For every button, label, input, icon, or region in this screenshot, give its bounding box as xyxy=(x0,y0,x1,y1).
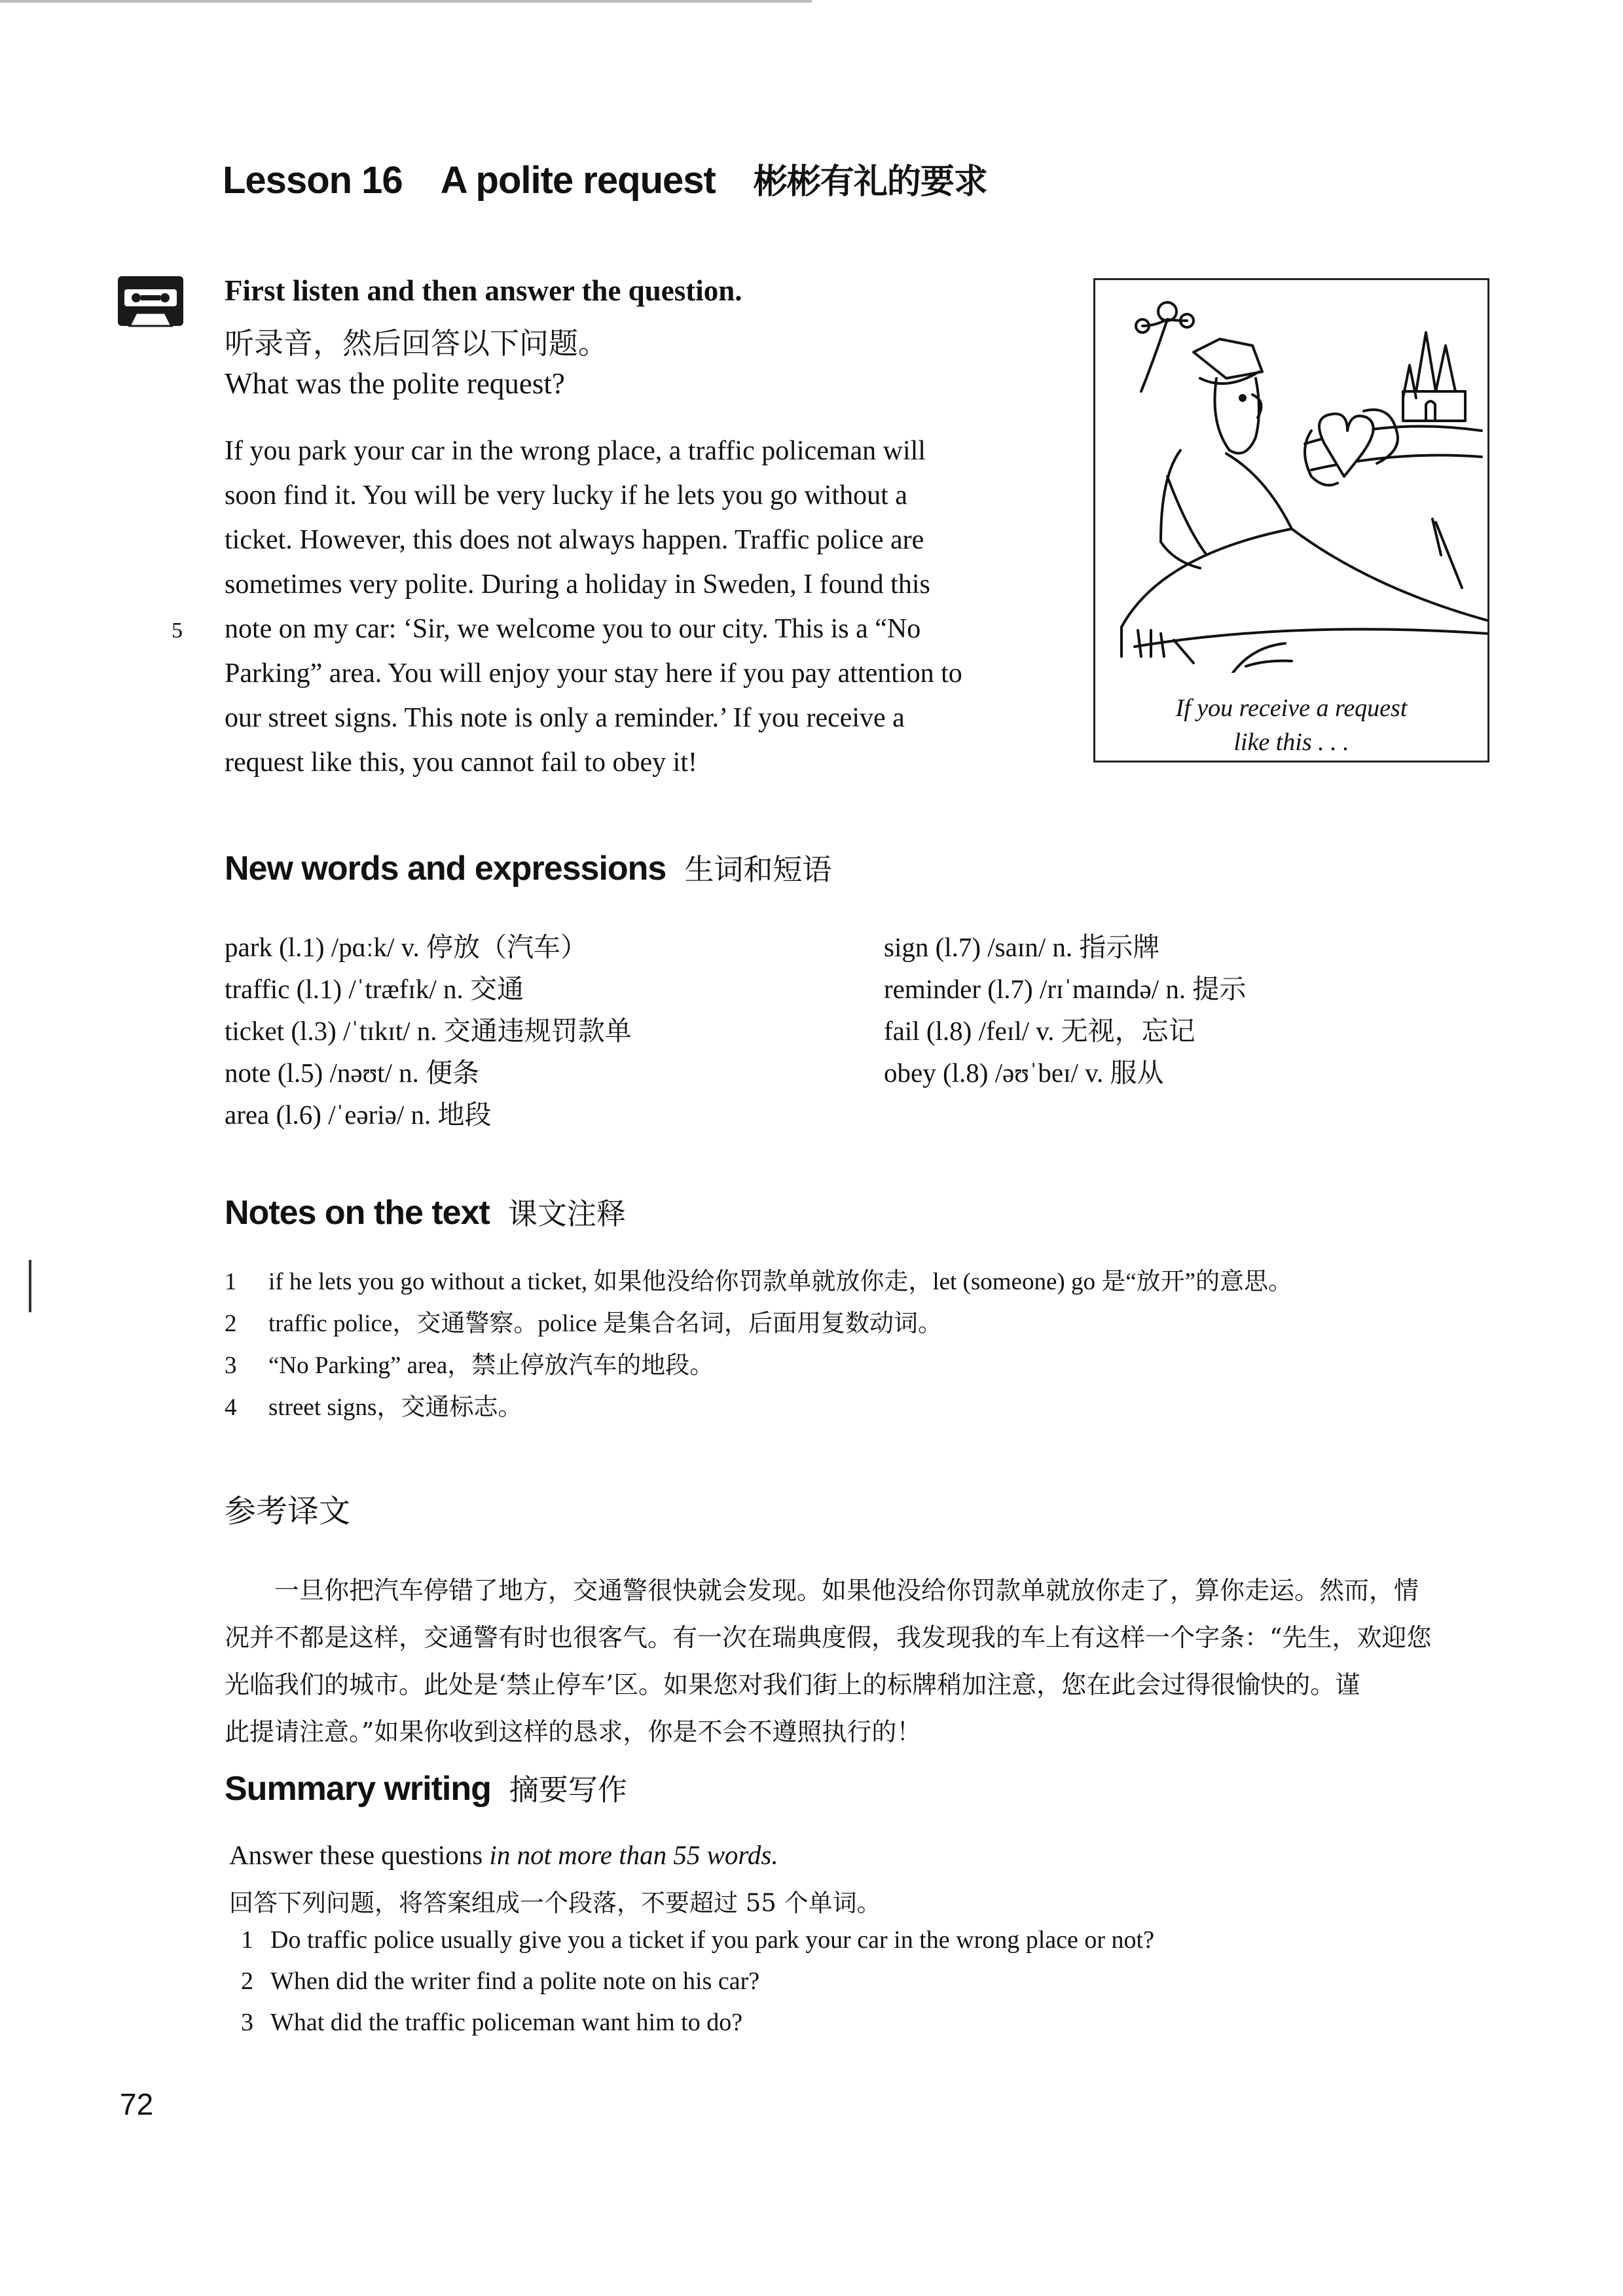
translation-line: 光临我们的城市。此处是‘禁止停车’区。如果您对我们街上的标牌稍加注意，您在此会过得很愉快的。谨 xyxy=(225,1670,1360,1699)
illustration-caption xyxy=(1095,691,1487,759)
notes-title xyxy=(225,1190,626,1232)
summary-question xyxy=(241,2008,742,2037)
note-text: “No Parking” area，禁止停放汽车的地段。 xyxy=(268,1352,714,1379)
summary-instruction-text: Answer these questions xyxy=(229,1840,490,1870)
margin-mark xyxy=(29,1260,31,1312)
summary-instruction-cn: 回答下列问题，将答案组成一个段落，不要超过 55 个单词。 xyxy=(229,1889,881,1917)
note-number: 2 xyxy=(225,1310,237,1337)
lesson-title-cn: 彬彬有礼的要求 xyxy=(753,162,987,202)
translation-title: 参考译文 xyxy=(225,1493,351,1530)
note-text: if he lets you go without a ticket, 如果他没给你罚款单就放你走，let (someone) go 是“放开”的意思。 xyxy=(268,1268,1293,1295)
passage-line: soon find it. You will be very lucky if he lets you go without a xyxy=(225,480,907,511)
summary-question xyxy=(241,1967,759,1996)
passage-line: request like this, you cannot fail to obey it! xyxy=(225,747,697,778)
vocab-item: traffic (l.1) /ˈtræfɪk/ n. 交通 xyxy=(225,974,524,1004)
lesson-number: Lesson 16 xyxy=(223,159,403,202)
page-number: 72 xyxy=(120,2087,154,2121)
vocab-item: area (l.6) /ˈeəriə/ n. 地段 xyxy=(225,1100,492,1130)
question-text: What did the traffic policeman want him to do? xyxy=(270,2009,743,2036)
top-rule xyxy=(0,0,812,3)
passage-line: note on my car: ‘Sir, we welcome you to our city. This is a “No xyxy=(225,614,921,644)
note-number: 1 xyxy=(225,1268,237,1295)
passage-line: ticket. However, this does not always happen. Traffic police are xyxy=(225,525,924,555)
line-number: 5 xyxy=(172,619,183,643)
passage-line: sometimes very polite. During a holiday in Sweden, I found this xyxy=(225,569,930,600)
translation-line: 此提请注意。”如果你收到这样的恳求，你是不会不遵照执行的！ xyxy=(225,1717,922,1746)
question-text: Do traffic police usually give you a ticket if you park your car in the wrong place or not? xyxy=(270,1926,1154,1954)
vocab-item: sign (l.7) /saɪn/ n. 指示牌 xyxy=(884,932,1160,962)
passage-line: Parking” area. You will enjoy your stay here if you pay attention to xyxy=(225,658,962,689)
note-item xyxy=(225,1261,1292,1303)
passage-line: If you park your car in the wrong place, a traffic policeman will xyxy=(225,436,926,466)
caption-line: like this . . . xyxy=(1233,728,1349,756)
illustration-box xyxy=(1093,278,1489,762)
question-number: 3 xyxy=(241,2009,253,2036)
question-text: When did the writer find a polite note on his car? xyxy=(270,1967,760,1995)
summary-title-en: Summary writing xyxy=(225,1770,491,1808)
notes-title-cn: 课文注释 xyxy=(507,1196,626,1231)
listen-heading-cn: 听录音，然后回答以下问题。 xyxy=(225,326,608,361)
note-text: street signs，交通标志。 xyxy=(268,1394,522,1421)
cassette-icon xyxy=(117,275,185,327)
listen-heading: First listen and then answer the question. xyxy=(225,274,742,307)
passage-line: our street signs. This note is only a reminder.’ If you receive a xyxy=(225,703,905,733)
note-number: 4 xyxy=(225,1394,237,1421)
note-text: traffic police，交通警察。police 是集合名词，后面用复数动词。 xyxy=(268,1310,943,1337)
note-item xyxy=(225,1345,714,1387)
note-number: 3 xyxy=(225,1352,237,1379)
listen-question: What was the polite request? xyxy=(225,367,565,400)
caption-line: If you receive a request xyxy=(1175,694,1408,722)
question-number: 1 xyxy=(241,1926,253,1954)
vocab-item: ticket (l.3) /ˈtɪkɪt/ n. 交通违规罚款单 xyxy=(225,1016,632,1046)
new-words-title-cn: 生词和短语 xyxy=(684,852,832,887)
translation-line: 一旦你把汽车停错了地方，交通警很快就会发现。如果他没给你罚款单就放你走了，算你走运。然而，情 xyxy=(225,1576,1419,1605)
new-words-title-en: New words and expressions xyxy=(225,850,666,888)
note-item xyxy=(225,1387,522,1429)
summary-instruction-italic: in not more than 55 words. xyxy=(489,1840,778,1870)
new-words-title xyxy=(225,846,831,888)
lesson-title xyxy=(223,154,987,203)
summary-title-cn: 摘要写作 xyxy=(509,1772,627,1807)
notes-title-en: Notes on the text xyxy=(225,1194,490,1232)
lesson-topic: A polite request xyxy=(440,159,716,202)
translation-line: 况并不都是这样，交通警有时也很客气。有一次在瑞典度假，我发现我的车上有这样一个字条：“先生，欢迎您 xyxy=(225,1623,1432,1652)
cartoon-man-with-note-icon xyxy=(1095,280,1487,673)
summary-question xyxy=(241,1926,1154,1954)
note-item xyxy=(225,1303,942,1345)
vocab-item: note (l.5) /nəʊt/ n. 便条 xyxy=(225,1058,480,1088)
vocab-item: reminder (l.7) /rɪˈmaɪndə/ n. 提示 xyxy=(884,974,1247,1004)
vocab-item: park (l.1) /pɑːk/ v. 停放（汽车） xyxy=(225,932,587,962)
vocab-item: obey (l.8) /əʊˈbeɪ/ v. 服从 xyxy=(884,1058,1164,1088)
question-number: 2 xyxy=(241,1967,253,1995)
summary-title xyxy=(225,1766,627,1808)
vocab-item: fail (l.8) /feɪl/ v. 无视，忘记 xyxy=(884,1016,1195,1046)
summary-instruction xyxy=(229,1839,778,1871)
